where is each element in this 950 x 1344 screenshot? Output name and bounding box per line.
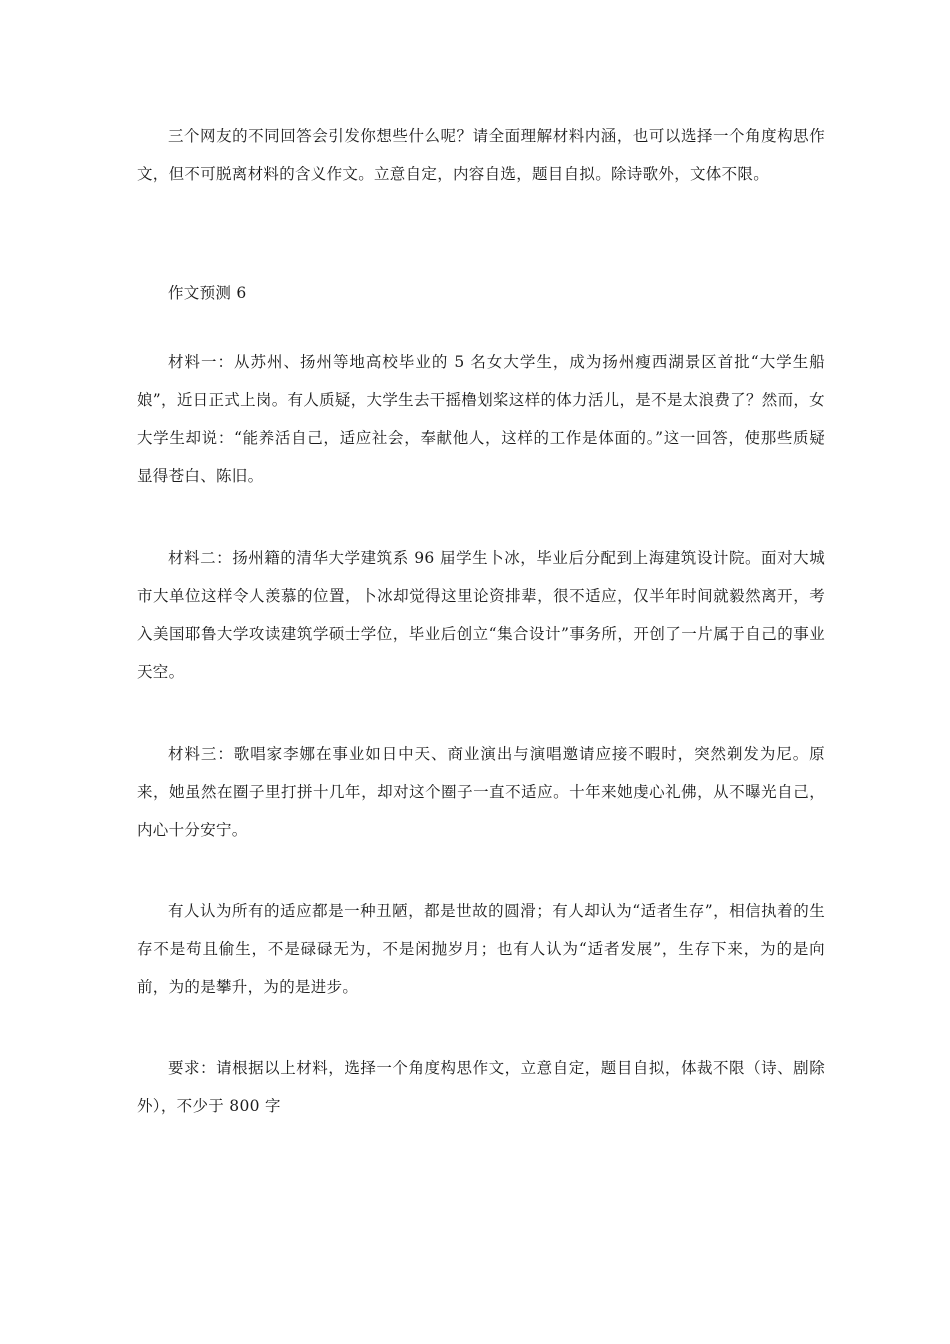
opinions-paragraph: 有人认为所有的适应都是一种丑陋，都是世故的圆滑；有人却认为“适者生存”，相信执着的生存不是苟且偷生，不是碌碌无为，不是闲抛岁月；也有人认为“适者发展”，生存下来，为的是向前，为的是攀升，为的是进步。 — [137, 902, 825, 996]
requirements-paragraph: 要求：请根据以上材料，选择一个角度构思作文，立意自定，题目自拟，体裁不限（诗、剧除外），不少于 800 字 — [137, 1059, 825, 1115]
material-two-paragraph: 材料二：扬州籍的清华大学建筑系 96 届学生卜冰，毕业后分配到上海建筑设计院。面对大城市大单位这样令人羡慕的位置，卜冰却觉得这里论资排辈，很不适应，仅半年时间就毅然离开，考入美国耶鲁大学攻读建筑学硕士学位，毕业后创立“集合设计”事务所，开创了一片属于自己的事业天空。 — [137, 549, 825, 681]
material-one-paragraph: 材料一：从苏州、扬州等地高校毕业的 5 名女大学生，成为扬州瘦西湖景区首批“大学生船娘”，近日正式上岗。有人质疑，大学生去干摇橹划桨这样的体力活儿，是不是太浪费了？然而，女大学生却说：“能养活自己，适应社会，奉献他人，这样的工作是体面的。”这一回答，使那些质疑显得苍白、陈旧。 — [137, 353, 825, 485]
intro-paragraph: 三个网友的不同回答会引发你想些什么呢？请全面理解材料内涵，也可以选择一个角度构思作文，但不可脱离材料的含义作文。立意自定，内容自选，题目自拟。除诗歌外，文体不限。 — [137, 127, 825, 183]
material-three-paragraph: 材料三：歌唱家李娜在事业如日中天、商业演出与演唱邀请应接不暇时，突然剃发为尼。原来，她虽然在圈子里打拼十几年，却对这个圈子一直不适应。十年来她虔心礼佛，从不曝光自己，内心十分安宁。 — [137, 745, 825, 839]
section-heading: 作文预测 6 — [168, 284, 247, 302]
